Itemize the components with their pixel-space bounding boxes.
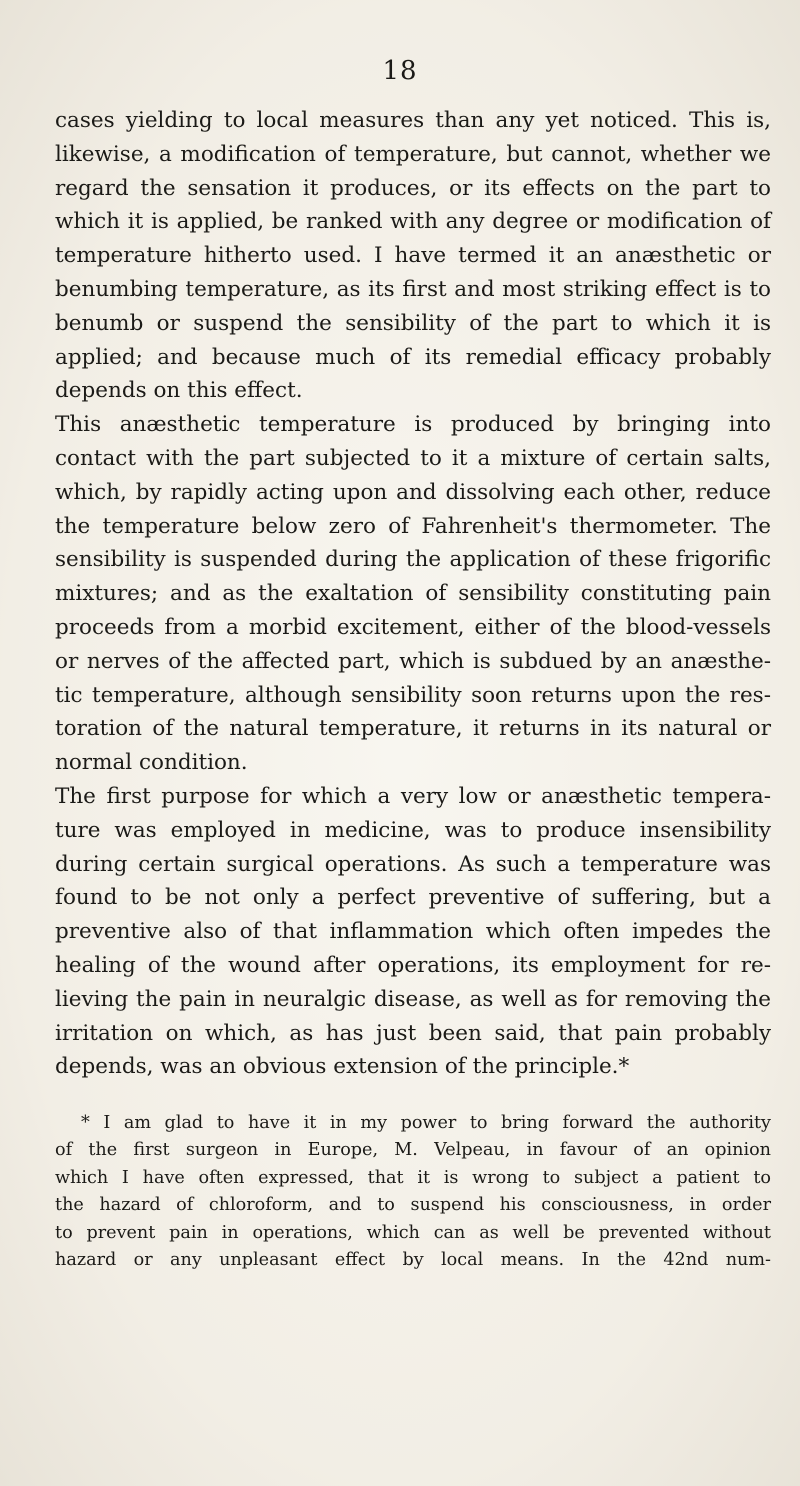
text-line: The first purpose for which a very low or anæsthetic tempera- — [55, 783, 771, 809]
text-line: benumbing temperature, as its first and most striking effect is to — [55, 276, 771, 302]
text-line: normal condition. — [55, 750, 248, 776]
footnote-line: of the first surgeon in Europe, M. Velpeau, in favour of an opinion — [55, 1140, 771, 1161]
text-line: proceeds from a morbid excitement, either of the blood-vessels — [55, 614, 771, 640]
text-line: tic temperature, although sensibility soon returns upon the res- — [55, 682, 771, 708]
text-line: depends, was an obvious extension of the principle.* — [55, 1054, 630, 1080]
text-line: regard the sensation it produces, or its effects on the part to — [55, 175, 771, 201]
text-line: healing of the wound after operations, its employment for re- — [55, 952, 771, 978]
text-line: which it is applied, be ranked with any degree or modification of — [55, 209, 771, 235]
footnote-line: * I am glad to have it in my power to bring forward the authority — [81, 1113, 771, 1133]
text-line: mixtures; and as the exaltation of sensibility constituting pain — [55, 581, 771, 607]
text-line: temperature hitherto used. I have termed it an anæsthetic or — [55, 243, 771, 269]
text-line: depends on this effect. — [55, 378, 303, 404]
text-line: lieving the pain in neuralgic disease, as well as for removing the — [55, 986, 771, 1012]
text-line: which, by rapidly acting upon and dissolving each other, reduce — [55, 479, 771, 505]
text-line: benumb or suspend the sensibility of the part to which it is — [55, 310, 771, 336]
text-line: sensibility is suspended during the application of these frigorific — [55, 547, 771, 573]
footnote-line: which I have often expressed, that it is wrong to subject a patient to — [55, 1167, 771, 1188]
text-line: irritation on which, as has just been said, that pain probably — [55, 1020, 771, 1046]
text-line: the temperature below zero of Fahrenheit's thermometer. The — [55, 513, 771, 539]
footnote-line: hazard or any unpleasant effect by local means. In the 42nd num- — [55, 1249, 771, 1270]
footnote-line: to prevent pain in operations, which can as well be prevented without — [55, 1222, 771, 1243]
text-line: This anæsthetic temperature is produced by bringing into — [55, 412, 771, 438]
footnote — [55, 1110, 771, 1274]
page-number: 18 — [382, 56, 418, 86]
body-text — [55, 104, 771, 1084]
text-line: applied; and because much of its remedial efficacy probably — [55, 344, 771, 370]
footnote-line: the hazard of chloroform, and to suspend his consciousness, in order — [55, 1195, 771, 1216]
text-line: cases yielding to local measures than any yet noticed. This is, — [55, 108, 771, 133]
text-line: during certain surgical operations. As such a temperature was — [55, 851, 771, 877]
text-line: ture was employed in medicine, was to produce insensibility — [55, 817, 771, 843]
text-line: found to be not only a perfect preventive of suffering, but a — [55, 885, 771, 911]
text-line: likewise, a modification of temperature, but cannot, whether we — [55, 141, 771, 167]
text-line: contact with the part subjected to it a mixture of certain salts, — [55, 445, 771, 471]
text-line: preventive also of that inflammation which often impedes the — [55, 919, 771, 945]
text-line: or nerves of the affected part, which is subdued by an anæsthe- — [55, 648, 771, 674]
text-line: toration of the natural temperature, it returns in its natural or — [55, 716, 771, 742]
